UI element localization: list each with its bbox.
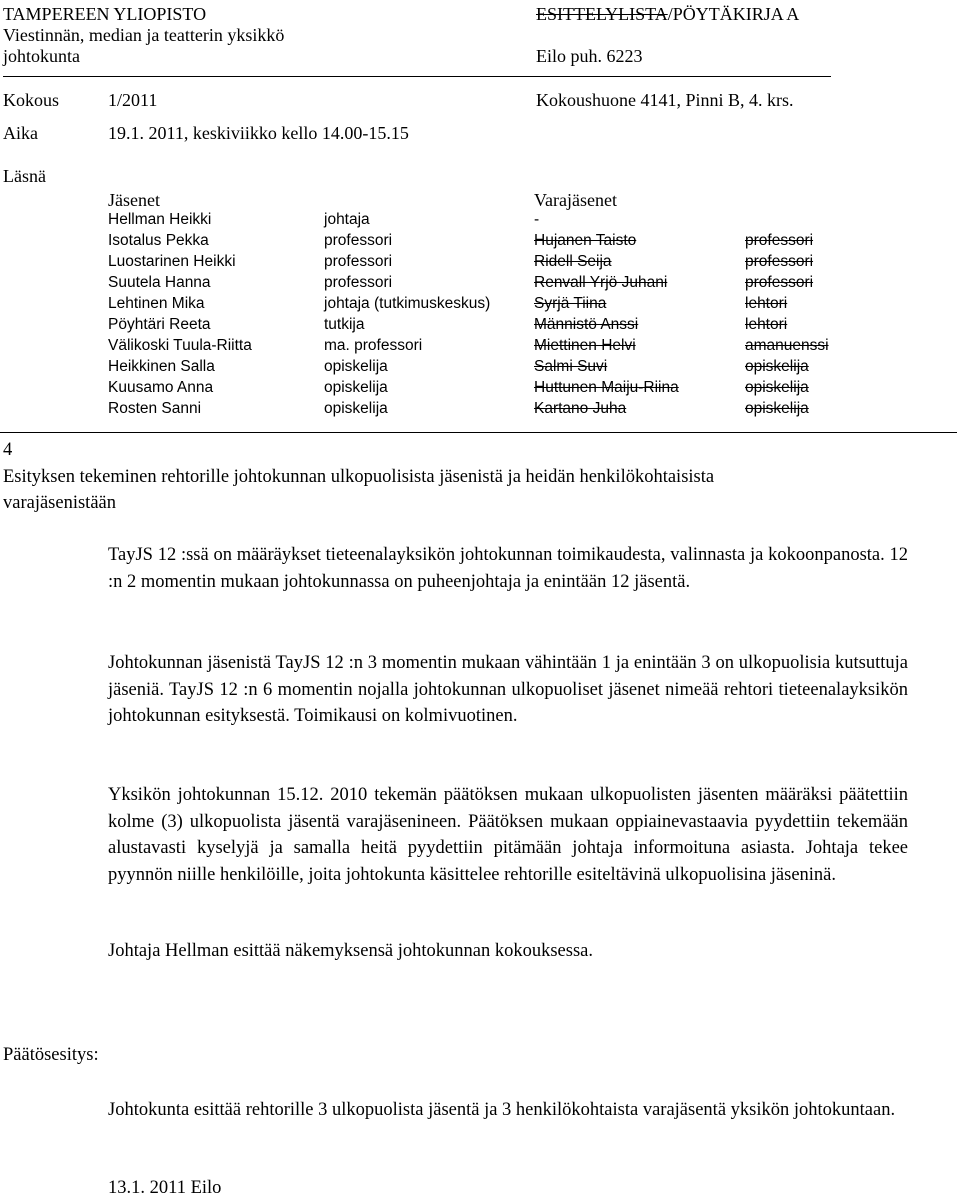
paragraph-3: Yksikön johtokunnan 15.12. 2010 tekemän päätöksen mukaan ulkopuolisten jäsenten määräksi päätettiin kolme (3) ulkopuolista jäsentä varajäsenineen. Päätöksen mukaan oppiainevastaavia pyydettiin tekemään alustavasti kyselyjä ja samalla heitä pyydettiin pitämään johtaja informoituna asiasta. Johtaja tekee pyynnön niille henkilöille, joita johtokunta käsittelee rehtorille esiteltävinä ulkopuolisina jäseninä.	[108, 785, 908, 885]
deputy-name: Männistö Anssi	[534, 316, 639, 333]
document-type-struck: ESITTELYLISTA	[536, 4, 668, 24]
document-type-rest: /PÖYTÄKIRJA A	[667, 4, 800, 24]
member-name: Välikoski Tuula-Riitta	[108, 337, 252, 354]
deputy-role: professori	[745, 274, 814, 291]
deputy-role: opiskelija	[745, 400, 809, 417]
paragraph-1: TayJS 12 :ssä on määräykset tieteenalayksikön johtokunnan toimikaudesta, valinnasta ja kokoonpanosta. 12 :n 2 momentin mukaan johtokunnassa on puheenjohtaja ja enintään 12 jäsentä.	[108, 545, 908, 592]
deputy-name: Salmi Suvi	[534, 358, 608, 375]
member-name: Pöyhtäri Reeta	[108, 316, 211, 333]
member-name: Rosten Sanni	[108, 400, 202, 417]
deputy-role: lehtori	[745, 295, 788, 312]
member-role: professori	[324, 274, 393, 291]
member-name: Isotalus Pekka	[108, 232, 209, 249]
aika-label: Aika	[3, 123, 38, 143]
unit-name: Viestinnän, median ja teatterin yksikkö	[3, 25, 285, 45]
deputy-role: opiskelija	[745, 358, 809, 375]
proposal-text: Johtokunta esittää rehtorille 3 ulkopuolista jäsentä ja 3 henkilökohtaista varajäsentä yksikön johtokuntaan.	[108, 1100, 896, 1120]
deputy-name: Hujanen Taisto	[534, 232, 637, 249]
deputy-name: Kartano Juha	[534, 400, 627, 417]
deputy-name: Renvall Yrjö Juhani	[534, 274, 668, 291]
deputy-name: Syrjä Tiina	[534, 295, 607, 312]
item-title-line2: varajäsenistään	[3, 493, 116, 513]
member-role: ma. professori	[324, 337, 423, 354]
contact-info: Eilo puh. 6223	[536, 46, 643, 66]
member-role: johtaja	[324, 211, 370, 228]
member-role: professori	[324, 253, 393, 270]
signature: 13.1. 2011 Eilo	[108, 1178, 222, 1198]
proposal-label: Päätösesitys:	[3, 1045, 99, 1065]
member-name: Luostarinen Heikki	[108, 253, 236, 270]
member-name: Lehtinen Mika	[108, 295, 205, 312]
university-name: TAMPEREEN YLIOPISTO	[3, 4, 207, 24]
body-name: johtokunta	[3, 46, 80, 66]
deputy-name: Miettinen Helvi	[534, 337, 636, 354]
kokous-value: 1/2011	[108, 90, 158, 110]
deputy-name: Huttunen Maiju-Riina	[534, 379, 679, 396]
aika-value: 19.1. 2011, keskiviikko kello 14.00-15.15	[108, 123, 409, 143]
deputy-name: Ridell Seija	[534, 253, 612, 270]
header-divider	[3, 76, 831, 77]
paragraph-2: Johtokunnan jäsenistä TayJS 12 :n 3 momentin mukaan vähintään 1 ja enintään 3 on ulkopuolisia kutsuttuja jäseniä. TayJS 12 :n 6 momentin nojalla johtokunnan ulkopuoliset jäsenet nimeää rehtori tieteenalayksikön johtokunnan esityksestä. Toimikausi on kolmivuotinen.	[108, 653, 908, 726]
members-header: Jäsenet	[108, 190, 160, 210]
kokous-label: Kokous	[3, 90, 60, 110]
member-name: Hellman Heikki	[108, 211, 212, 228]
deputy-role: amanuenssi	[745, 337, 829, 354]
paragraph-4: Johtaja Hellman esittää näkemyksensä johtokunnan kokouksessa.	[108, 941, 594, 961]
deputies-header: Varajäsenet	[534, 190, 617, 210]
item-title-line1: Esityksen tekeminen rehtorille johtokunnan ulkopuolisista jäsenistä ja heidän henkilökohtaisista	[3, 467, 715, 487]
member-name: Heikkinen Salla	[108, 358, 215, 375]
member-role: johtaja (tutkimuskeskus)	[324, 295, 491, 312]
member-name: Suutela Hanna	[108, 274, 211, 291]
item-number: 4	[3, 440, 13, 460]
lasna-label: Läsnä	[3, 166, 46, 186]
deputy-role: lehtori	[745, 316, 788, 333]
member-role: opiskelija	[324, 379, 388, 396]
member-role: opiskelija	[324, 358, 388, 375]
deputy-role: professori	[745, 232, 814, 249]
member-name: Kuusamo Anna	[108, 379, 214, 396]
deputy-role: professori	[745, 253, 814, 270]
document-type	[536, 4, 799, 25]
deputy-role: opiskelija	[745, 379, 809, 396]
member-role: professori	[324, 232, 393, 249]
section-divider	[0, 432, 957, 433]
member-role: opiskelija	[324, 400, 388, 417]
member-role: tutkija	[324, 316, 365, 333]
deputy-name: -	[534, 211, 540, 228]
meeting-location: Kokoushuone 4141, Pinni B, 4. krs.	[536, 90, 794, 110]
